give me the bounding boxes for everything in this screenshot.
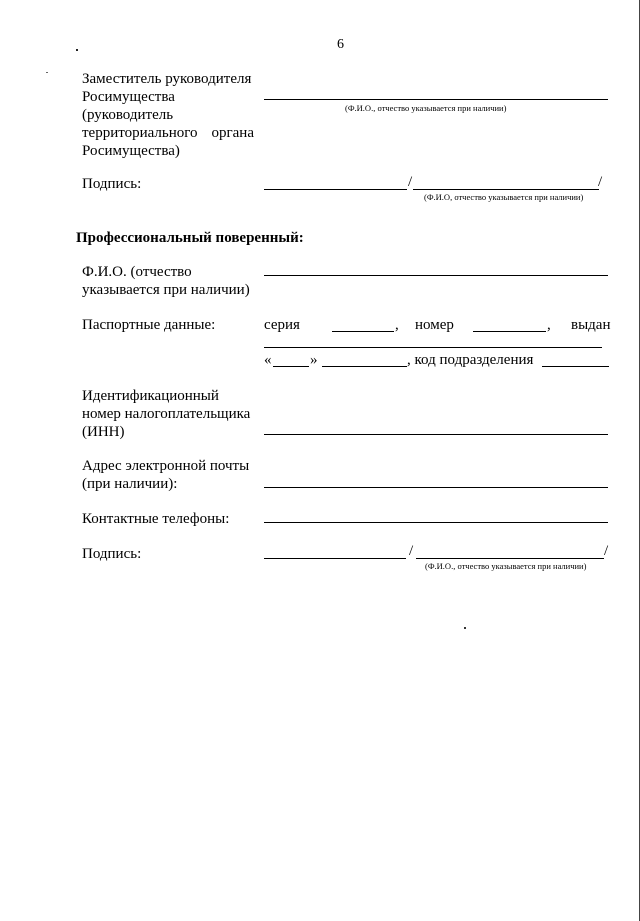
inn-label-line: номер налогоплательщика [82, 406, 251, 422]
attorney-heading: Профессиональный поверенный: [76, 230, 304, 246]
scan-speck [464, 627, 466, 629]
attorney-fio-label [82, 263, 250, 299]
passport-issued-label: выдан [571, 317, 611, 333]
deputy-signature-slash: / [408, 174, 413, 190]
passport-series-comma: , [395, 317, 399, 333]
inn-label-line: (ИНН) [82, 424, 125, 440]
attorney-fio-field[interactable] [264, 275, 608, 276]
deputy-title-line: территориального органа [82, 125, 254, 141]
deputy-title [82, 70, 254, 160]
passport-series-field[interactable] [332, 331, 394, 332]
passport-number-label: номер [415, 317, 454, 333]
division-code-field[interactable] [542, 366, 609, 367]
scan-speck [46, 72, 48, 73]
phones-label: Контактные телефоны: [82, 511, 230, 527]
attorney-fio-line: указывается при наличии) [82, 282, 250, 298]
date-day-field[interactable] [273, 366, 309, 367]
email-label [82, 457, 249, 493]
deputy-name-hint: (Ф.И.О., отчество указывается при наличии) [345, 103, 507, 113]
deputy-signature-name-field[interactable] [413, 189, 599, 190]
inn-label-line: Идентификационный [82, 388, 219, 404]
email-field[interactable] [264, 487, 608, 488]
attorney-signature-slash: / [409, 543, 414, 559]
passport-issued-field[interactable] [264, 347, 602, 348]
attorney-signature-hint: (Ф.И.О., отчество указывается при наличии) [425, 561, 587, 571]
page-number: 6 [337, 37, 344, 52]
deputy-name-field[interactable] [264, 99, 608, 100]
email-label-line: (при наличии): [82, 476, 178, 492]
attorney-signature-slash-end: / [604, 543, 609, 559]
passport-label: Паспортные данные: [82, 317, 216, 333]
inn-label [82, 387, 250, 441]
date-quote-close: » [310, 352, 318, 368]
deputy-signature-field[interactable] [264, 189, 407, 190]
division-code-label: , код подразделения [407, 352, 534, 368]
deputy-signature-hint: (Ф.И.О, отчество указывается при наличии) [424, 192, 584, 202]
deputy-signature-label: Подпись: [82, 176, 142, 192]
attorney-signature-name-field[interactable] [416, 558, 604, 559]
email-label-line: Адрес электронной почты [82, 458, 250, 474]
inn-field[interactable] [264, 434, 608, 435]
passport-series-label: серия [264, 317, 300, 333]
deputy-title-line: Росимущества) [82, 143, 180, 159]
deputy-title-line: Росимущества [82, 89, 175, 105]
date-month-year-field[interactable] [322, 366, 407, 367]
deputy-signature-slash-end: / [598, 174, 603, 190]
date-quote-open: « [264, 352, 272, 368]
passport-number-field[interactable] [473, 331, 546, 332]
phones-field[interactable] [264, 522, 608, 523]
deputy-title-line: (руководитель [82, 107, 174, 123]
scan-speck [76, 49, 78, 51]
passport-number-comma: , [547, 317, 551, 333]
attorney-signature-field[interactable] [264, 558, 406, 559]
attorney-fio-line: Ф.И.О. (отчество [82, 264, 192, 280]
attorney-signature-label: Подпись: [82, 546, 142, 562]
deputy-title-line: Заместитель руководителя [82, 71, 252, 87]
